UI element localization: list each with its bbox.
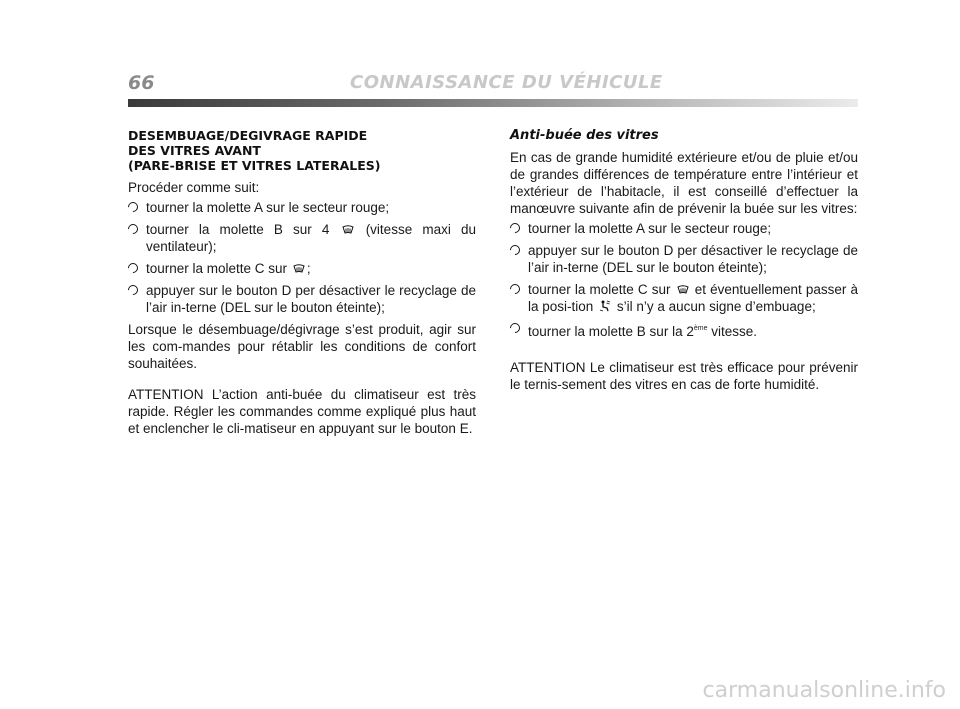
list-item: [510, 220, 858, 237]
section-title: CONNAISSANCE DU VÉHICULE: [350, 72, 663, 93]
windscreen-defrost-icon: [677, 285, 689, 295]
list-item: [510, 242, 858, 276]
list-item: [510, 281, 858, 315]
step-text-cont: ;: [306, 261, 311, 276]
right-column: [510, 128, 858, 393]
step-text-cont-2: s’il n’y a aucun signe d’embuage;: [616, 299, 816, 314]
step-text: appuyer sur le bouton D per désactiver le recyclage de l’air in-terne (DEL sur le bouton éteinte);: [146, 283, 476, 315]
open-circle-bullet-icon: [508, 221, 522, 235]
open-circle-bullet-icon: [508, 243, 522, 257]
step-text: tourner la molette B sur la 2: [528, 324, 694, 339]
windscreen-defrost-icon: [342, 225, 354, 235]
page-header: [128, 72, 858, 112]
list-item: [128, 221, 476, 255]
left-heading: [128, 128, 476, 173]
open-circle-bullet-icon: [126, 222, 140, 236]
step-text: tourner la molette A sur le secteur rouge;: [528, 221, 772, 236]
heading-line-3: (PARE-BRISE ET VITRES LATERALES): [128, 158, 381, 173]
open-circle-bullet-icon: [126, 261, 140, 275]
left-steps-list: [128, 199, 476, 316]
step-text: tourner la molette B sur 4: [146, 222, 330, 237]
step-text-cont: (vitesse maxi du ventilateur);: [146, 222, 476, 254]
open-circle-bullet-icon: [508, 321, 522, 335]
right-attention: ATTENTION Le climatiseur est très efficace pour prévenir le ternis-sement des vitres en cas de forte humidité.: [510, 360, 858, 392]
open-circle-bullet-icon: [126, 283, 140, 297]
list-item: [128, 260, 476, 277]
left-after-text: Lorsque le désembuage/dégivrage s’est produit, agir sur les com-mandes pour rétablir les conditions de confort souhaitées.: [128, 322, 476, 371]
superscript: ème: [693, 325, 708, 332]
step-text-cont: vitesse.: [711, 324, 758, 339]
left-column: [128, 128, 476, 437]
right-steps-list: [510, 220, 858, 340]
page-number: 66: [128, 72, 155, 94]
heading-line-2: DES VITRES AVANT: [128, 143, 261, 158]
windscreen-defrost-icon: [293, 264, 305, 274]
right-heading: Anti-buée des vitres: [510, 128, 659, 143]
right-intro: En cas de grande humidité extérieure et/ou de pluie et/ou de grandes différences de température entre l’intérieur et l’extérieur de l’habitacle, il est conseillé d’effectuer la manœuvre suivante afin de prévenir la buée sur les vitres:: [510, 150, 858, 216]
header-rule: [128, 99, 858, 107]
heading-line-1: DESEMBUAGE/DEGIVRAGE RAPIDE: [128, 128, 368, 143]
step-text: appuyer sur le bouton D per désactiver le recyclage de l’air in-terne (DEL sur le bouton éteinte);: [528, 243, 858, 275]
feet-windscreen-icon: [599, 300, 611, 312]
list-item: [128, 282, 476, 316]
left-attention: ATTENTION L’action anti-buée du climatiseur est très rapide. Régler les commandes comme expliqué plus haut et enclencher le cli-matiseur en appuyant sur le bouton E.: [128, 387, 476, 436]
watermark: carmanualsonline.info: [702, 678, 946, 703]
left-intro: Procéder comme suit:: [128, 180, 260, 195]
step-text: tourner la molette C sur: [528, 282, 671, 297]
list-item: [510, 320, 858, 340]
list-item: [128, 199, 476, 216]
open-circle-bullet-icon: [508, 282, 522, 296]
step-text-cont: et éventuellement passer à la posi-tion: [528, 282, 858, 314]
open-circle-bullet-icon: [126, 200, 140, 214]
step-text: tourner la molette C sur: [146, 261, 288, 276]
step-text: tourner la molette A sur le secteur rouge;: [146, 200, 390, 215]
